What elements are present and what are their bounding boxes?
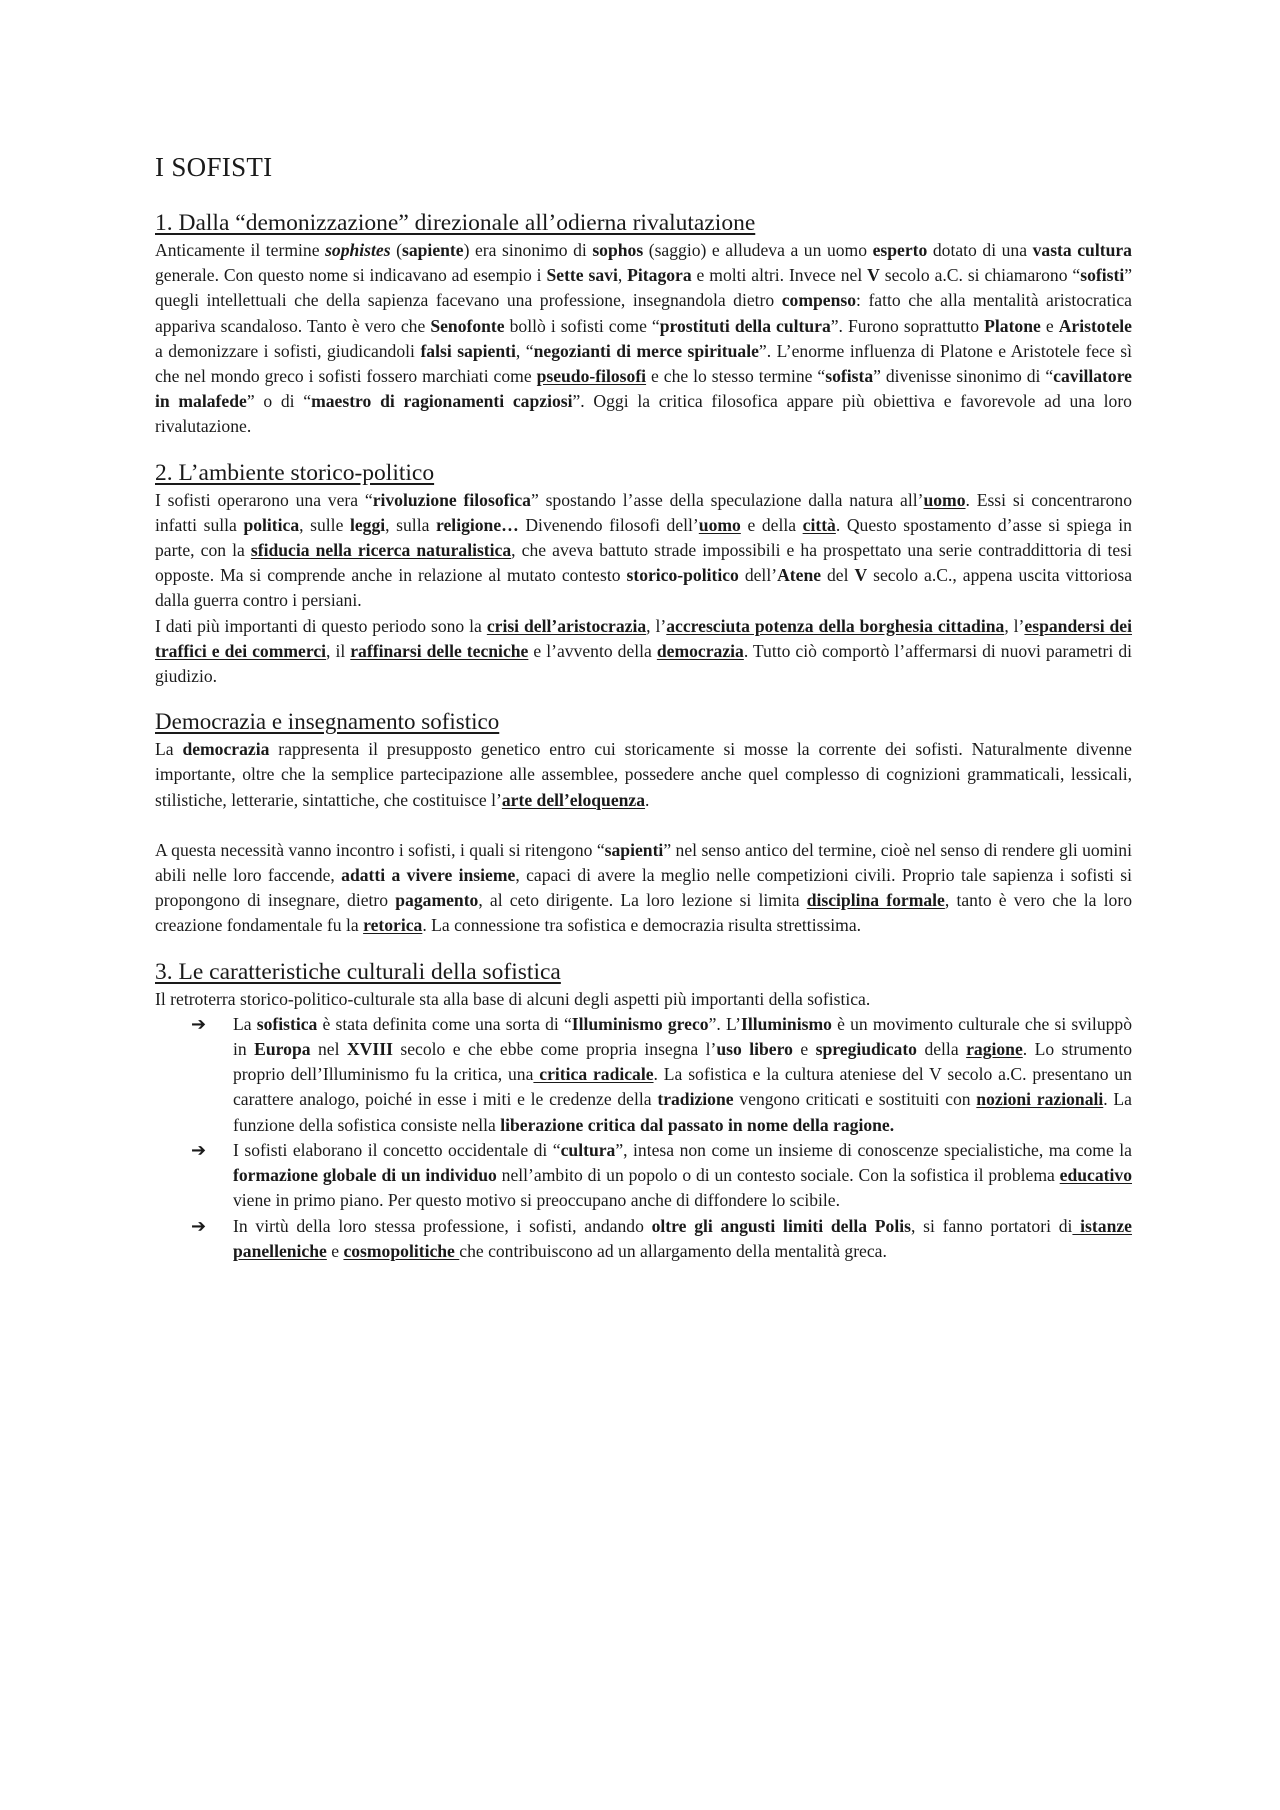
bold-text: sophos — [592, 240, 644, 260]
bold-text: religione… — [436, 514, 519, 535]
text-segment: ) era sinonimo di — [463, 240, 593, 260]
text-segment: bollò i sofisti come “ — [504, 315, 660, 336]
text-segment: viene in primo piano. Per questo motivo si preoccupano anche di diffondere lo scibile. — [233, 1190, 840, 1211]
text-segment: A questa necessità vanno incontro i sofisti, i quali si ritengono “ — [155, 839, 605, 860]
text-segment: In virtù della loro stessa professione, i sofisti, andando — [233, 1215, 652, 1236]
text-segment: Anticamente il termine — [155, 240, 326, 260]
bold-underlined-text: critica radicale — [533, 1064, 654, 1085]
text-segment: , l’ — [1004, 615, 1025, 636]
bold-text: Atene — [777, 565, 822, 586]
section-3-bullet-list — [155, 1012, 1132, 1264]
bold-text: Pitagora — [627, 265, 692, 286]
text-segment: ” nel senso antico del termine, cioè nel senso di rendere gli uomini abili nelle loro faccende, — [155, 839, 1132, 886]
bold-text: V — [854, 565, 868, 586]
bold-text: sofisti — [1080, 265, 1125, 286]
democrazia-paragraph-2 — [155, 838, 1132, 939]
bullet-item — [155, 1214, 1132, 1264]
bold-underlined-text: uomo — [923, 489, 966, 510]
bold-text: politica — [243, 514, 300, 535]
bold-text: Senofonte — [430, 315, 505, 336]
bullet-text — [233, 1216, 1132, 1261]
bold-text: storico-politico — [626, 565, 739, 586]
section-1-paragraph — [155, 238, 1132, 440]
bold-text: liberazione critica dal passato in nome della ragione. — [500, 1114, 895, 1135]
democrazia-paragraph-1 — [155, 737, 1132, 813]
text-segment: , sulle — [299, 514, 350, 535]
bold-underlined-text: espandersi dei traffici e dei commerci — [155, 615, 1133, 661]
text-segment: nell’ambito di un popolo o di un contesto sociale. Con la sofistica il problema — [496, 1165, 1060, 1186]
bold-underlined-text: disciplina formale — [806, 890, 945, 911]
democrazia-heading: Democrazia e insegnamento sofistico — [155, 709, 500, 735]
text-segment: e — [792, 1039, 816, 1060]
text-segment: e — [326, 1240, 344, 1261]
bold-text: Platone — [984, 315, 1041, 336]
bold-text: prostituti della cultura — [659, 315, 831, 336]
bold-text: uso libero — [716, 1039, 793, 1060]
text-segment: rappresenta il presupposto genetico entro cui storicamente si mosse la corrente dei sofisti. Naturalmente divenne importante, oltre che la semplice partecipazione alle assemblee, possedere anche quel complesso di cognizioni grammaticali, lessicali, stilistiche, letterarie, sintattiche, che costituisce l’ — [155, 739, 1132, 810]
bold-text: Illuminismo — [740, 1013, 832, 1034]
text-segment: : fatto che alla mentalità aristocratica appariva scandaloso. Tanto è vero che — [155, 290, 1132, 336]
text-segment: ”. L’ — [708, 1013, 741, 1034]
text-segment: . Questo spostamento d’asse si spiega in parte, con la — [155, 514, 1132, 561]
bold-underlined-text: arte dell’eloquenza — [501, 789, 646, 810]
text-segment: ”. L’enorme influenza di Platone e Aristotele fece sì che nel mondo greco i sofisti fossero marchiati come — [155, 340, 1132, 387]
bold-underlined-text: retorica — [363, 915, 423, 936]
text-segment: ” o di “ — [246, 391, 312, 412]
text-segment: , si fanno portatori di — [910, 1215, 1073, 1236]
text-segment: . La funzione della sofistica consiste nella — [233, 1089, 1132, 1135]
bold-text: pagamento — [395, 890, 479, 911]
bold-underlined-text: accresciuta potenza della borghesia cittadina — [666, 615, 1005, 636]
text-segment: che contribuiscono ad un allargamento della mentalità greca. — [459, 1240, 887, 1261]
text-segment: , sulla — [385, 514, 436, 535]
bold-underlined-text: nozioni razionali — [976, 1089, 1104, 1110]
text-segment: , — [617, 265, 628, 286]
bold-underlined-text: raffinarsi delle tecniche — [350, 640, 529, 661]
text-segment: . — [645, 789, 650, 810]
arrow-right-icon: ➔ — [191, 1139, 207, 1161]
text-segment: e molti altri. Invece nel — [691, 265, 868, 286]
text-segment: ” quegli intellettuali che della sapienza facevano una professione, insegnandola dietro — [155, 265, 1133, 311]
text-segment: dell’ — [738, 565, 778, 586]
bold-text: vasta cultura — [1032, 240, 1132, 260]
text-segment: , il — [326, 640, 351, 661]
arrow-right-icon: ➔ — [191, 1215, 207, 1237]
bold-text: cavillatore in malafede — [155, 366, 1132, 412]
text-segment: ” divenisse sinonimo di “ — [873, 366, 1054, 387]
text-segment: e della — [740, 514, 803, 535]
text-segment: ”, intesa non come un insieme di conoscenze specialistiche, ma come la — [615, 1139, 1132, 1160]
text-segment: ” spostando l’asse della speculazione dalla natura all’ — [530, 489, 924, 510]
text-segment: , capaci di avere la meglio nelle competizioni civili. Proprio tale sapienza i sofisti si propongono di insegnare, dietro — [155, 865, 1133, 911]
bold-text: falsi sapienti — [420, 340, 516, 361]
bold-underlined-text: uomo — [698, 514, 741, 535]
section-1 — [155, 208, 1132, 440]
text-segment: ”. Oggi la critica filosofica appare più obiettiva e favorevole ad una loro rivalutazione. — [155, 391, 1132, 437]
section-3-intro — [155, 987, 1132, 1012]
bold-underlined-text: pseudo-filosofi — [536, 366, 647, 387]
bold-underlined-text: educativo — [1059, 1165, 1132, 1186]
bold-text: rivoluzione filosofica — [372, 489, 531, 510]
text-segment: (saggio) e alludeva a un uomo — [643, 240, 873, 260]
bold-text: XVIII — [346, 1039, 393, 1060]
bullet-item — [155, 1012, 1132, 1138]
bold-text: esperto — [872, 240, 928, 260]
document-title: I SOFISTI — [155, 152, 273, 182]
section-2-paragraph-1 — [155, 488, 1132, 614]
text-segment: secolo a.C. si chiamarono “ — [879, 265, 1081, 286]
bold-underlined-text: istanze panelleniche — [233, 1215, 1132, 1261]
text-segment: , che aveva battuto strade impossibili e ha prospettato una serie contraddittoria di tesi opposte. Ma si comprende anche in relazione al mutato contesto — [155, 540, 1132, 586]
text-segment: I sofisti elaborano il concetto occidentale di “ — [233, 1139, 561, 1160]
bold-underlined-text: sfiducia nella ricerca naturalistica — [250, 540, 512, 561]
text-segment: I sofisti operarono una vera “ — [155, 489, 373, 510]
bold-text: adatti a vivere insieme — [341, 865, 516, 886]
text-segment: . La connessione tra sofistica e democrazia risulta strettissima. — [422, 915, 862, 936]
text-segment: e — [1040, 315, 1059, 336]
bold-underlined-text: cosmopolitiche — [343, 1240, 460, 1261]
text-segment: I dati più importanti di questo periodo sono la — [155, 615, 487, 636]
bold-text: formazione globale di un individuo — [233, 1165, 497, 1186]
democrazia-section — [155, 707, 1132, 938]
section-2-paragraph-2 — [155, 614, 1132, 690]
bold-underlined-text: città — [802, 514, 836, 535]
text-segment: , tanto è vero che la loro creazione fondamentale fu la — [155, 890, 1133, 936]
bold-text: sapiente — [402, 240, 464, 260]
text-segment: La — [233, 1013, 257, 1034]
text-segment: a demonizzare i sofisti, giudicandoli — [155, 340, 421, 361]
bold-text: tradizione — [657, 1089, 734, 1110]
section-3 — [155, 957, 1132, 1264]
bold-text: maestro di ragionamenti capziosi — [311, 391, 573, 412]
text-segment: e l’avvento della — [528, 640, 657, 661]
bold-underlined-text: democrazia — [656, 640, 744, 661]
text-segment: . Tutto ciò comportò l’affermarsi di nuovi parametri di giudizio. — [155, 640, 1133, 687]
text-segment: è stata definita come una sorta di “ — [317, 1013, 572, 1034]
text-segment: e che lo stesso termine “ — [646, 366, 826, 387]
text-segment: ”. Furono soprattutto — [830, 315, 985, 336]
bold-text: Sette savi — [546, 265, 618, 286]
text-segment: La — [155, 739, 183, 760]
bold-text: Aristotele — [1058, 315, 1132, 336]
text-segment: , al ceto dirigente. La loro lezione si limita — [478, 890, 807, 911]
text-segment: nel — [310, 1039, 347, 1060]
bullet-text — [233, 1140, 1132, 1210]
bold-text: democrazia — [182, 739, 270, 760]
text-segment: . La sofistica e la cultura ateniese del V secolo a.C. presentano un carattere analogo, poiché in esse i miti e le credenze della — [233, 1064, 1132, 1110]
text-segment: è un movimento culturale che si sviluppò in — [233, 1013, 1133, 1060]
bold-text: sofista — [825, 366, 874, 387]
section-1-heading: 1. Dalla “demonizzazione” direzionale all’odierna rivalutazione — [155, 210, 756, 236]
text-segment: secolo a.C., appena uscita vittoriosa dalla guerra contro i persiani. — [155, 565, 1133, 611]
bold-italic-text: sophistes — [325, 240, 391, 260]
bold-text: spregiudicato — [815, 1039, 917, 1060]
bold-text: cultura — [560, 1139, 616, 1160]
arrow-right-icon: ➔ — [191, 1013, 207, 1035]
text-segment: , “ — [515, 340, 534, 361]
text-segment: . Essi si concentrarono infatti sulla — [155, 489, 1133, 535]
text-segment: del — [821, 565, 855, 586]
bold-text: Illuminismo greco — [571, 1013, 709, 1034]
text-segment: ( — [390, 240, 402, 260]
bold-underlined-text: ragione — [966, 1039, 1023, 1060]
text-segment: della — [916, 1039, 967, 1060]
bold-text: V — [867, 265, 880, 286]
bold-text: negozianti di merce spirituale — [533, 340, 759, 361]
bold-text: compenso — [781, 290, 857, 311]
text-segment: Divenendo filosofi dell’ — [518, 514, 699, 535]
bold-text: sapienti — [604, 839, 664, 860]
text-segment: . Lo strumento proprio dell’Illuminismo fu la critica, una — [233, 1039, 1133, 1085]
bullet-item — [155, 1138, 1132, 1214]
text-segment: generale. Con questo nome si indicavano ad esempio i — [155, 265, 547, 286]
text-segment: secolo e che ebbe come propria insegna l’ — [392, 1039, 717, 1060]
section-2-heading: 2. L’ambiente storico-politico — [155, 459, 435, 486]
section-2 — [155, 458, 1132, 690]
section-3-heading: 3. Le caratteristiche culturali della sofistica — [155, 958, 561, 985]
bold-text: Europa — [254, 1039, 311, 1060]
bold-text: leggi — [349, 514, 386, 535]
bullet-text — [233, 1014, 1132, 1135]
text-segment: Il retroterra storico-politico-culturale sta alla base di alcuni degli aspetti più importanti della sofistica. — [155, 988, 871, 1009]
bold-text: sofistica — [256, 1013, 318, 1034]
bold-text: oltre gli angusti limiti della Polis — [651, 1215, 911, 1236]
text-segment: , l’ — [646, 615, 667, 636]
text-segment: vengono criticati e sostituiti con — [733, 1089, 977, 1110]
bold-underlined-text: crisi dell’aristocrazia — [486, 615, 647, 636]
text-segment: dotato di una — [927, 240, 1033, 260]
